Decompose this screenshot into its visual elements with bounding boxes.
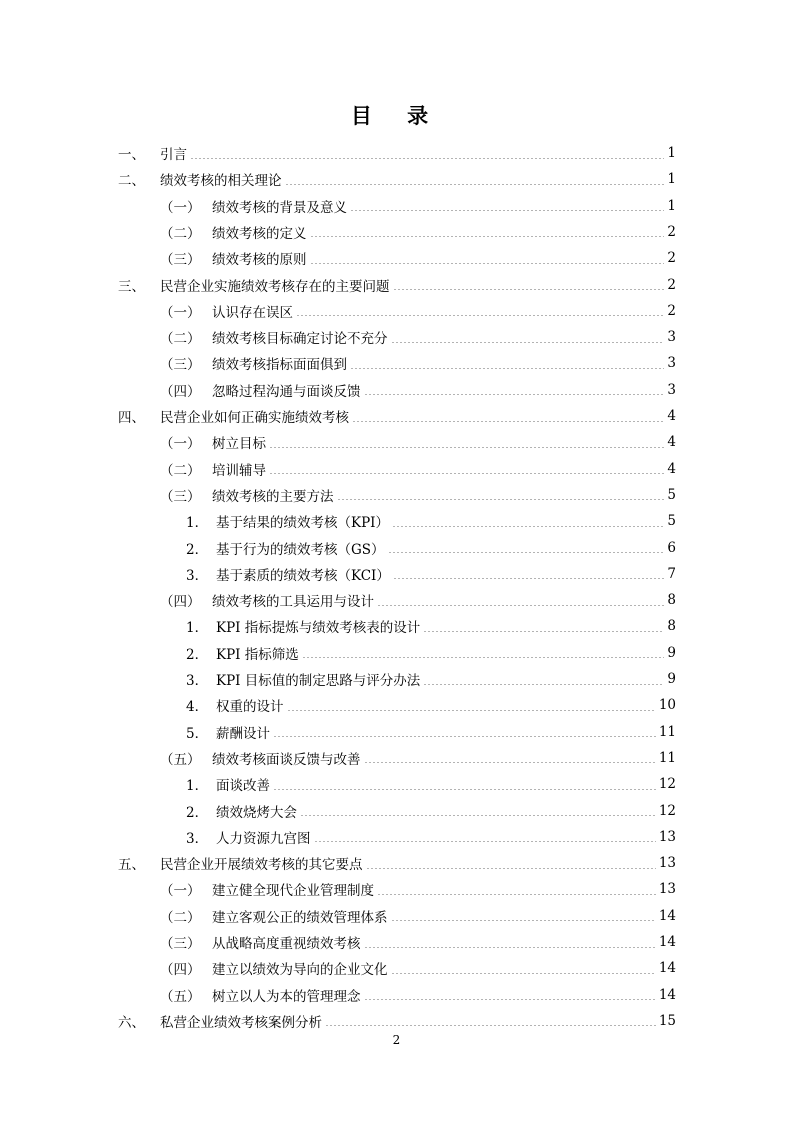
toc-entry-number: 六、 [118,1014,145,1031]
toc-entry-page: 2 [667,276,676,293]
toc-entry-number: 2． [186,646,209,663]
toc-entry-number: （一） [160,436,201,453]
toc-entry[interactable] [160,456,676,482]
toc-entry-title: 绩效烧烤大会 [216,804,297,821]
dot-leader [393,289,665,290]
toc-entry[interactable] [186,535,676,561]
toc-entry-page: 12 [658,802,676,819]
toc-entry[interactable] [186,508,676,534]
dot-leader [325,1025,656,1026]
toc-entry-title: KPI 目标值的制定思路与评分办法 [216,673,421,689]
toc-entry-title: 人力资源九宫图 [216,830,311,847]
dot-leader [391,342,665,343]
toc-entry-page: 4 [667,408,676,424]
toc-entry[interactable] [160,193,676,219]
toc-entry[interactable] [186,719,676,745]
dot-leader [392,526,664,527]
toc-entry-page: 15 [658,1012,676,1029]
toc-entry[interactable] [160,482,676,508]
toc-entry[interactable] [118,166,676,192]
toc-entry-page: 2 [667,223,676,240]
toc-entry-page: 11 [658,749,676,766]
toc-entry-number: 一、 [118,147,145,163]
toc-entry-number: （三） [160,488,201,505]
toc-entry[interactable] [118,272,676,298]
toc-entry-title: 认识存在误区 [212,304,293,321]
toc-entry[interactable] [160,587,676,613]
toc-entry-title: 引言 [160,147,187,163]
toc-entry-page: 1 [667,145,676,161]
toc-entry-page: 14 [658,986,676,1003]
toc-entry[interactable] [160,298,676,324]
toc-entry[interactable] [160,429,676,455]
toc-entry-page: 14 [658,934,676,950]
toc-entry-title: 民营企业如何正确实施绩效考核 [160,410,349,426]
toc-entry-number: （四） [160,383,201,400]
toc-entry-number: 2． [186,541,209,558]
toc-entry-number: （四） [160,594,201,611]
toc-entry-page: 4 [667,460,676,477]
toc-entry[interactable] [160,324,676,350]
toc-entry-number: （二） [160,909,201,926]
toc-entry-title: 绩效考核的原则 [212,252,307,269]
toc-entry-number: 3． [186,673,209,689]
toc-entry-page: 11 [658,723,676,740]
toc-entry-title: KPI 指标提炼与绩效考核表的设计 [216,620,421,637]
toc-entry[interactable] [186,771,676,797]
toc-entry-title: 绩效考核的主要方法 [212,488,334,505]
toc-entry-title: KPI 指标筛选 [216,646,299,663]
dot-leader [273,789,656,790]
dot-leader [310,236,665,237]
dot-leader [314,841,656,842]
toc-entry-title: 忽略过程沟通与面谈反馈 [212,383,361,400]
toc-entry[interactable] [160,929,676,955]
toc-entry[interactable] [160,876,676,902]
toc-entry-page: 3 [667,355,676,372]
toc-entry-title: 绩效考核面谈反馈与改善 [212,751,361,768]
toc-entry-title: 基于素质的绩效考核（KCI） [216,567,390,584]
dot-leader [364,947,656,948]
dot-leader [350,210,664,211]
dot-leader [423,684,664,685]
toc-entry-page: 12 [658,776,676,793]
toc-entry[interactable] [160,245,676,271]
toc-entry[interactable] [160,350,676,376]
toc-entry-page: 6 [667,539,676,556]
toc-entry-page: 3 [667,381,676,398]
toc-entry-number: （三） [160,252,201,269]
dot-leader [285,184,665,185]
toc-entry[interactable] [186,824,676,850]
toc-entry-number: （一） [160,304,201,321]
toc-entry-page: 7 [667,565,676,582]
toc-entry-number: 3． [186,830,209,847]
dot-leader [391,973,656,974]
toc-entry-title: 绩效考核目标确定讨论不充分 [212,331,388,348]
toc-entry-title: 面谈改善 [216,778,270,795]
dot-leader [366,868,656,869]
dot-leader [388,552,665,553]
toc-entry[interactable] [160,745,676,771]
toc-entry-page: 14 [658,960,676,977]
toc-entry-title: 民营企业实施绩效考核存在的主要问题 [160,278,390,295]
dot-leader [377,894,656,895]
toc-entry[interactable] [118,140,676,166]
toc-entry-number: （一） [160,199,201,216]
page-number: 2 [392,1033,401,1047]
toc-entry[interactable] [186,798,676,824]
toc-entry-title: 建立以绩效为导向的企业文化 [212,962,388,979]
toc-entry-page: 13 [658,828,676,845]
toc-entry-page: 5 [667,513,676,530]
toc-entry-title: 绩效考核的工具运用与设计 [212,594,374,611]
toc-entry-title: 私营企业绩效考核案例分析 [160,1014,322,1031]
toc-entry-page: 1 [667,197,676,214]
dot-leader [190,158,664,159]
toc-entry-number: （二） [160,462,201,479]
toc-entry-title: 绩效考核的定义 [212,225,307,242]
toc-entry[interactable] [118,403,676,429]
toc-entry-page: 4 [667,434,676,451]
toc-entry-page: 9 [667,644,676,661]
toc-entry-title: 培训辅导 [212,462,266,479]
toc-entry-number: 1． [186,778,209,795]
dot-leader [364,762,656,763]
toc-entry[interactable] [186,561,676,587]
toc-entry-title: 基于结果的绩效考核（KPI） [216,515,390,532]
toc-entry-title: 绩效考核的相关理论 [160,173,282,190]
toc-entry[interactable] [160,903,676,929]
page-title: 目 录 [350,103,443,128]
toc-entry-number: 二、 [118,173,145,190]
toc-entry-number: （四） [160,962,201,979]
toc-entry-number: （二） [160,331,201,348]
toc-entry[interactable] [160,982,676,1008]
toc-entry-number: 五、 [118,857,145,874]
toc-entry[interactable] [186,666,676,692]
dot-leader [391,920,656,921]
dot-leader [377,605,664,606]
toc-entry[interactable] [186,692,676,718]
toc-entry-number: 三、 [118,278,145,295]
toc-entry-title: 绩效考核指标面面俱到 [212,357,347,374]
toc-entry-title: 权重的设计 [216,699,284,716]
dot-leader [350,368,664,369]
toc-entry-page: 2 [667,250,676,267]
toc-entry-number: （三） [160,357,201,374]
toc-entry[interactable] [186,640,676,666]
dot-leader [269,447,664,448]
dot-leader [310,263,665,264]
toc-entry-number: 1． [186,515,209,532]
toc-entry-title: 薪酬设计 [216,725,270,742]
toc-entry-number: （三） [160,936,201,952]
toc-entry-page: 14 [658,907,676,924]
toc-entry-title: 从战略高度重视绩效考核 [212,936,361,952]
toc-entry-number: 4． [186,699,209,716]
dot-leader [300,815,656,816]
toc-entry-title: 绩效考核的背景及意义 [212,199,347,216]
toc-entry-number: （五） [160,751,201,768]
toc-entry-number: （二） [160,225,201,242]
toc-entry-page: 10 [658,697,676,714]
toc-entry-page: 13 [658,855,676,872]
toc-entry[interactable] [160,219,676,245]
toc-entry-page: 5 [667,486,676,503]
dot-leader [393,578,665,579]
dot-leader [296,315,664,316]
toc-entry-number: 3． [186,567,209,584]
toc-entry-page: 9 [667,671,676,687]
toc-entry-number: 5． [186,725,209,742]
toc-entry-number: 2． [186,804,209,821]
toc-entry-page: 8 [667,592,676,609]
toc-entry-title: 建立健全现代企业管理制度 [212,883,374,900]
toc-entry-page: 3 [667,329,676,346]
dot-leader [269,473,664,474]
dot-leader [273,736,656,737]
dot-leader [364,999,656,1000]
toc-entry-number: 1． [186,620,209,637]
toc-entry-title: 树立以人为本的管理理念 [212,988,361,1005]
toc-entry-title: 树立目标 [212,436,266,453]
toc-entry-title: 建立客观公正的绩效管理体系 [212,909,388,926]
dot-leader [287,710,656,711]
toc-entry-page: 13 [658,881,676,898]
toc-entry-number: （五） [160,988,201,1005]
toc-entry[interactable] [186,613,676,639]
dot-leader [352,421,664,422]
toc-entry-page: 2 [667,302,676,319]
dot-leader [337,499,665,500]
dot-leader [364,394,665,395]
toc-entry-title: 基于行为的绩效考核（GS） [216,541,385,558]
toc-entry-title: 民营企业开展绩效考核的其它要点 [160,857,363,874]
toc-entry[interactable] [118,1008,676,1034]
toc-entry-number: 四、 [118,410,145,426]
toc-entry[interactable] [160,377,676,403]
dot-leader [302,657,665,658]
toc-entry-number: （一） [160,883,201,900]
toc-entry-page: 8 [667,618,676,635]
toc-entry[interactable] [118,850,676,876]
toc-entry-page: 1 [667,171,676,188]
dot-leader [423,631,664,632]
toc-entry[interactable] [160,955,676,981]
